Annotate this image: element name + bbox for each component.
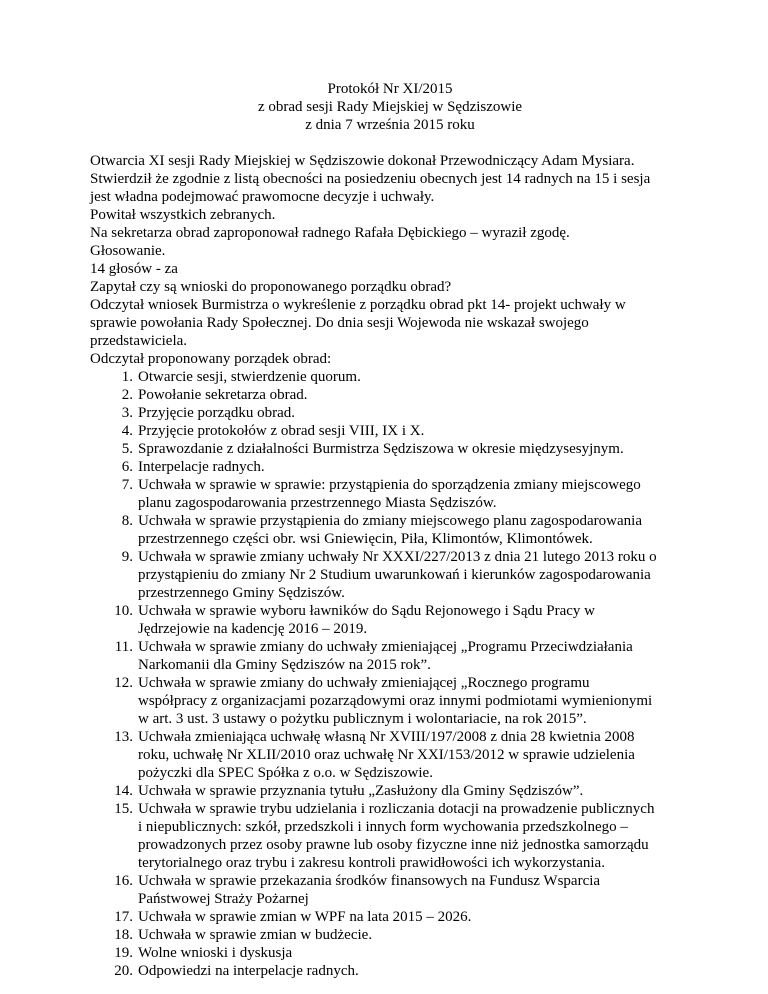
agenda-item bbox=[90, 422, 690, 440]
agenda-item-text: terytorialnego oraz trybu i zakresu kontroli prawidłowości ich wykorzystania. bbox=[138, 855, 605, 871]
agenda-item-number: 7. bbox=[121, 477, 133, 493]
agenda-item-text: Uchwała w sprawie wyboru ławników do Sądu Rejonowego i Sądu Pracy w bbox=[138, 603, 595, 619]
agenda-item-number: 19. bbox=[114, 945, 133, 961]
agenda-item-number: 20. bbox=[114, 963, 133, 979]
agenda-item-text: przystąpieniu do zmiany Nr 2 Studium uwarunkowań i kierunków zagospodarowania bbox=[138, 567, 651, 583]
agenda-item-text: Przyjęcie porządku obrad. bbox=[138, 405, 296, 421]
agenda-item bbox=[90, 440, 690, 458]
agenda-item-number: 8. bbox=[121, 513, 133, 529]
agenda-item-number: 6. bbox=[121, 459, 133, 475]
intro-paragraph bbox=[90, 152, 690, 368]
agenda-item-number: 17. bbox=[114, 909, 133, 925]
text-line: sprawie powołania Rady Społecznej. Do dnia sesji Wojewoda nie wskazał swojego bbox=[90, 315, 589, 331]
agenda-item bbox=[90, 962, 690, 980]
agenda-item-text: Państwowej Straży Pożarnej bbox=[138, 891, 309, 907]
agenda-item-text: Uchwała w sprawie przystąpienia do zmiany miejscowego planu zagospodarowania bbox=[138, 513, 642, 529]
agenda-item bbox=[90, 908, 690, 926]
agenda-item bbox=[90, 386, 690, 404]
agenda-item bbox=[90, 458, 690, 476]
agenda-item-text: Uchwała w sprawie zmian w budżecie. bbox=[138, 927, 373, 943]
agenda-item-number: 16. bbox=[114, 873, 133, 889]
agenda-item-text: i niepublicznych: szkół, przedszkoli i innych form wychowania przedszkolnego – bbox=[138, 819, 628, 835]
agenda-item-text: pożyczki dla SPEC Spółka z o.o. w Sędziszowie. bbox=[138, 765, 433, 781]
agenda-item bbox=[90, 368, 690, 386]
agenda-item bbox=[90, 926, 690, 944]
agenda-item-text: Wolne wnioski i dyskusja bbox=[138, 945, 293, 961]
agenda-item-text: Uchwała zmieniająca uchwałę własną Nr XVIII/197/2008 z dnia 28 kwietnia 2008 bbox=[138, 729, 635, 745]
agenda-item bbox=[90, 476, 690, 512]
agenda-item-text: Odpowiedzi na interpelacje radnych. bbox=[138, 963, 359, 979]
agenda-item-text: Uchwała w sprawie w sprawie: przystąpienia do sporządzenia zmiany miejscowego bbox=[138, 477, 641, 493]
text-line: Stwierdził że zgodnie z listą obecności na posiedzeniu obecnych jest 14 radnych na 15 i sesja bbox=[90, 171, 651, 187]
agenda-item-text: przestrzennego Gminy Sędziszów. bbox=[138, 585, 345, 601]
agenda-item-number: 18. bbox=[114, 927, 133, 943]
agenda-item-text: prowadzonych przez osoby prawne lub osoby fizyczne inne niż jednostka samorządu bbox=[138, 837, 649, 853]
agenda-item-text: Uchwała w sprawie zmian w WPF na lata 2015 – 2026. bbox=[138, 909, 472, 925]
agenda-item bbox=[90, 638, 690, 674]
agenda-item-number: 10. bbox=[114, 603, 133, 619]
agenda-item-text: Uchwała w sprawie trybu udzielania i rozliczania dotacji na prowadzenie publicznych bbox=[138, 801, 655, 817]
agenda-item-number: 4. bbox=[121, 423, 133, 439]
text-line: Odczytał wniosek Burmistrza o wykreślenie z porządku obrad pkt 14- projekt uchwały w bbox=[90, 297, 626, 313]
agenda-item-text: Uchwała w sprawie zmiany do uchwały zmieniającej „Programu Przeciwdziałania bbox=[138, 639, 633, 655]
text-line: Zapytał czy są wnioski do proponowanego porządku obrad? bbox=[90, 279, 452, 295]
text-line: Odczytał proponowany porządek obrad: bbox=[90, 351, 332, 367]
agenda-item-text: współpracy z organizacjami pozarządowymi oraz innymi podmiotami wymienionymi bbox=[138, 693, 653, 709]
agenda-item-number: 13. bbox=[114, 729, 133, 745]
agenda-item-number: 12. bbox=[114, 675, 133, 691]
agenda-item bbox=[90, 548, 690, 602]
agenda-item-text: Otwarcie sesji, stwierdzenie quorum. bbox=[138, 369, 361, 385]
agenda-item-text: Uchwała w sprawie przekazania środków finansowych na Fundusz Wsparcia bbox=[138, 873, 601, 889]
agenda-item bbox=[90, 782, 690, 800]
text-line: Otwarcia XI sesji Rady Miejskiej w Sędziszowie dokonał Przewodniczący Adam Mysiara. bbox=[90, 153, 635, 169]
agenda-item-number: 2. bbox=[121, 387, 133, 403]
document-title: Protokół Nr XI/2015 bbox=[327, 81, 453, 97]
text-line: przedstawiciela. bbox=[90, 333, 188, 349]
agenda-item-text: planu zagospodarowania przestrzennego Miasta Sędziszów. bbox=[138, 495, 497, 511]
text-line: Powitał wszystkich zebranych. bbox=[90, 207, 276, 223]
agenda-item bbox=[90, 404, 690, 422]
agenda-item-text: Interpelacje radnych. bbox=[138, 459, 265, 475]
agenda-item-number: 14. bbox=[114, 783, 133, 799]
text-line: jest władna podejmować prawomocne decyzje i uchwały. bbox=[90, 189, 435, 205]
agenda-item bbox=[90, 512, 690, 548]
agenda-item bbox=[90, 944, 690, 962]
agenda-item-text: przestrzennego części obr. wsi Gniewięcin, Piła, Klimontów, Klimontówek. bbox=[138, 531, 593, 547]
agenda-item bbox=[90, 602, 690, 638]
agenda-item-text: Powołanie sekretarza obrad. bbox=[138, 387, 308, 403]
agenda-item-number: 1. bbox=[121, 369, 133, 385]
agenda-item-text: Jędrzejowie na kadencję 2016 – 2019. bbox=[138, 621, 368, 637]
agenda-item-text: Narkomanii dla Gminy Sędziszów na 2015 rok”. bbox=[138, 657, 431, 673]
agenda-item-text: Uchwała w sprawie zmiany uchwały Nr XXXI/227/2013 z dnia 21 lutego 2013 roku o bbox=[138, 549, 657, 565]
agenda-item-text: Uchwała w sprawie przyznania tytułu „Zasłużony dla Gminy Sędziszów”. bbox=[138, 783, 584, 799]
agenda-item-number: 3. bbox=[121, 405, 133, 421]
agenda-item bbox=[90, 872, 690, 908]
agenda-item-text: w art. 3 ust. 3 ustawy o pożytku publicznym i wolontariacie, na rok 2015”. bbox=[138, 711, 587, 727]
agenda-item-number: 9. bbox=[121, 549, 133, 565]
agenda-item bbox=[90, 800, 690, 872]
document-header bbox=[90, 80, 690, 134]
agenda-item bbox=[90, 728, 690, 782]
agenda-item-text: Sprawozdanie z działalności Burmistrza Sędziszowa w okresie międzysesyjnym. bbox=[138, 441, 624, 457]
text-line: Głosowanie. bbox=[90, 243, 166, 259]
document-subtitle: z obrad sesji Rady Miejskiej w Sędziszowie bbox=[257, 99, 523, 115]
agenda-list bbox=[90, 368, 690, 980]
text-line: 14 głosów - za bbox=[90, 261, 178, 277]
agenda-item-number: 5. bbox=[121, 441, 133, 457]
document-page bbox=[90, 80, 690, 980]
agenda-item-number: 15. bbox=[114, 801, 133, 817]
agenda-item-number: 11. bbox=[114, 639, 133, 655]
document-date: z dnia 7 września 2015 roku bbox=[305, 117, 475, 133]
agenda-item bbox=[90, 674, 690, 728]
text-line: Na sekretarza obrad zaproponował radnego Rafała Dębickiego – wyraził zgodę. bbox=[90, 225, 570, 241]
agenda-item-text: roku, uchwałę Nr XLII/2010 oraz uchwałę Nr XXI/153/2012 w sprawie udzielenia bbox=[138, 747, 635, 763]
agenda-item-text: Przyjęcie protokołów z obrad sesji VIII, IX i X. bbox=[138, 423, 425, 439]
agenda-item-text: Uchwała w sprawie zmiany do uchwały zmieniającej „Rocznego programu bbox=[138, 675, 590, 691]
